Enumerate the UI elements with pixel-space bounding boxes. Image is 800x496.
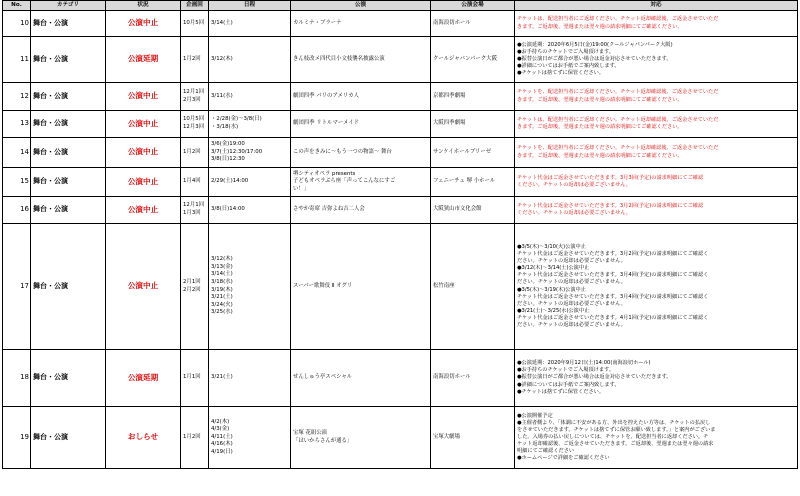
response-line: チケットは、配送担当者にご返却ください。チケット返却確認後、ご返金させていただ (517, 16, 719, 23)
schedule-round-cell (181, 407, 209, 469)
response-cell (515, 407, 798, 469)
performance-title-cell (291, 197, 431, 224)
performance-title-line: 宝塚 花組公演 (293, 429, 328, 436)
venue-cell: 京都四季劇場 (431, 83, 515, 111)
schedule-round-cell (181, 168, 209, 197)
table-row (3, 11, 798, 37)
response-line: チケットは、配送担当者にご返却ください。チケット返却確認後、ご返金させていただ (517, 116, 719, 123)
performance-title-line: 子どもオペラぶら座「声ってこんなにすご (293, 178, 396, 185)
row-number: 12 (3, 83, 31, 111)
header-no: No. (3, 1, 31, 11)
dates-cell (209, 168, 291, 197)
schedule-round-cell (181, 83, 209, 111)
date-line: 4/2(木) (211, 418, 230, 425)
schedule-round-line: 12月1回 (183, 88, 205, 95)
date-line: ・2/28(金)〜3/8(日) (211, 116, 262, 123)
response-cell (515, 83, 798, 111)
schedule-round-line: 1月4回 (183, 178, 201, 185)
header-row (3, 1, 798, 11)
response-line: ●3/21(土)〜3/25(水)公演中止 (517, 307, 590, 314)
performance-title-cell (291, 111, 431, 138)
performance-title-line: この声をきみに〜もう一つの物語〜 舞台 (293, 148, 392, 155)
venue-cell: 松竹南座 (431, 224, 515, 350)
response-cell (515, 168, 798, 197)
row-number: 13 (3, 111, 31, 138)
venue-cell: サンケイホールブリーゼ (431, 138, 515, 168)
date-line: 3/19(木) (211, 286, 233, 293)
schedule-round-cell (181, 224, 209, 350)
response-line: ●振替公演日がご都合が悪い場合は返金対応させていただきます。 (517, 55, 672, 62)
category-cell: 舞台・公演 (31, 407, 106, 469)
dates-cell (209, 224, 291, 350)
response-line: 明細にてご確認ください (517, 448, 575, 455)
date-line: 3/21(土) (211, 294, 233, 301)
response-cell (515, 37, 798, 83)
date-line: 3/11(水) (211, 92, 233, 99)
row-number: 17 (3, 224, 31, 350)
date-line: 3/14(土) (211, 271, 233, 278)
row-number: 16 (3, 197, 31, 224)
schedule-round-line: 2月1回 (183, 278, 201, 285)
dates-cell (209, 37, 291, 83)
response-line: チケット代金はご返金させていただきます。3月2回(予定)の請求明細にてご確認 (517, 202, 704, 209)
row-number: 10 (3, 11, 31, 37)
status-cell: 公演中止 (106, 111, 181, 138)
performance-title-line: 堺シティオペラ presents (293, 170, 356, 177)
response-line: ●ホームページで詳細をご確認ください (517, 455, 610, 462)
response-line: ●公演延期：2020年9月12日(土)14:00(南海浪切ホール) (517, 360, 651, 367)
category-cell: 舞台・公演 (31, 111, 106, 138)
schedule-round-cell (181, 197, 209, 224)
status-cell: 公演中止 (106, 83, 181, 111)
category-cell: 舞台・公演 (31, 138, 106, 168)
schedule-round-cell (181, 350, 209, 407)
response-line: ●3/12(木)〜3/14(土)公演中止 (517, 265, 590, 272)
response-line: ●主催者側より、「体調に不安がある方、外出を控えたい方等は、チケットの払戻し (517, 419, 711, 426)
performance-title-cell (291, 168, 431, 197)
date-line: ・3/18(水) (211, 124, 239, 130)
performance-title-line: せんしゅう亭スペシャル (293, 374, 353, 381)
date-line: 3/7(土)12:30/17:00 (211, 148, 263, 155)
table-row (3, 111, 798, 138)
performance-title-line: スーパー歌舞伎 Ⅱ オグリ (293, 282, 353, 289)
response-line: ●詳細についてはお手紙でご案内致します。 (517, 381, 620, 388)
schedule-round-cell (181, 37, 209, 83)
response-line: ください。チケットの返却は必要ございません。 (517, 210, 631, 216)
category-cell: 舞台・公演 (31, 168, 106, 197)
table-row (3, 168, 798, 197)
performance-title-line: きん枝改メ四代目小文枝襲名披露公演 (293, 55, 385, 62)
schedule-round-cell (181, 111, 209, 138)
dates-cell (209, 11, 291, 37)
performance-title-cell (291, 407, 431, 469)
table-row (3, 407, 798, 469)
response-line: きます。ご返却後、翌週または翌々週の請求明細にてご確認ください。 (517, 23, 683, 30)
performance-title-line: 「はいからさんが通る」 (293, 437, 353, 444)
venue-cell: 南海浪切ホール (431, 11, 515, 37)
venue-cell: 南海浪切ホール (431, 350, 515, 407)
venue-cell: フェニーチェ 堺 小ホール (431, 168, 515, 197)
schedule-round-line: 10月5回 (183, 19, 205, 26)
response-line: チケット代金はご返金させていただきます。4月1回(予定)の請求明細にてご確認く (517, 314, 709, 321)
table-body (3, 11, 798, 469)
response-line: チケットを、配送担当者にご返却ください。チケット返却確認後、ご返金させていただ (517, 145, 719, 152)
schedule-round-line: 1月1回 (183, 374, 201, 381)
schedule-round-line: 2月2回 (183, 286, 201, 293)
schedule-round-cell (181, 138, 209, 168)
row-number: 11 (3, 37, 31, 83)
dates-cell (209, 197, 291, 224)
response-line: ださい。チケットの返却は必要ございません。 (517, 258, 626, 265)
dates-cell (209, 407, 291, 469)
date-line: 2/29(土)14:00 (211, 178, 249, 185)
status-cell: 公演延期 (106, 37, 181, 83)
performance-title-cell (291, 138, 431, 168)
date-line: 3/12(木) (211, 55, 233, 62)
date-line: 4/3(金) (211, 426, 230, 433)
date-line: 3/12(木) (211, 256, 233, 263)
row-number: 19 (3, 407, 31, 469)
response-line: ださい。チケットの返却は必要ございません。 (517, 279, 626, 286)
venue-cell: クールジャパンパーク大阪 (431, 37, 515, 83)
category-cell: 舞台・公演 (31, 83, 106, 111)
venue-cell: 宝塚大劇場 (431, 407, 515, 469)
performance-title-cell (291, 350, 431, 407)
response-line: ●チケットは捨てずに保管ください。 (517, 388, 605, 395)
dates-cell (209, 83, 291, 111)
response-line: ださい。チケットの返却は必要ございません。 (517, 321, 626, 328)
response-cell (515, 350, 798, 407)
status-cell: 公演延期 (106, 350, 181, 407)
status-cell: 公演中止 (106, 168, 181, 197)
status-cell: 公演中止 (106, 224, 181, 350)
dates-cell (209, 138, 291, 168)
row-number: 18 (3, 350, 31, 407)
date-line: 3/13(金) (211, 263, 233, 270)
table-row (3, 350, 798, 407)
row-number: 14 (3, 138, 31, 168)
date-line: 3/21(土) (211, 374, 233, 381)
response-line: ●振替公演日がご都合が悪い場合は返金対応させていただきます。 (517, 374, 672, 381)
schedule-round-line: 12月1回 (183, 202, 205, 209)
schedule-round-line: 1月2回 (183, 433, 201, 440)
category-cell: 舞台・公演 (31, 350, 106, 407)
performance-title-cell (291, 11, 431, 37)
status-cell: 公演中止 (106, 11, 181, 37)
header-response: 対応 (515, 1, 798, 11)
event-status-table (2, 0, 798, 469)
response-line: ●お手持ちのチケットでご入場頂けます。 (517, 367, 615, 374)
schedule-round-line: 10月5回 (183, 116, 205, 123)
response-line: をさせていただきます。チケットは捨てずに保管お願い致します。」と案内がございま (517, 426, 716, 433)
performance-title-line: カルミナ・ブラーナ (293, 19, 342, 26)
performance-title-cell (291, 37, 431, 83)
date-line: 3/14(土) (211, 19, 233, 26)
response-cell (515, 111, 798, 138)
performance-title-line: い！」 (293, 185, 310, 192)
response-line: チケットを、配送担当者にご返却ください。チケット返却確認後、ご返金させていただ (517, 89, 719, 96)
category-cell: 舞台・公演 (31, 224, 106, 350)
table-row (3, 138, 798, 168)
response-cell (515, 138, 798, 168)
response-line: ください。チケットの返却は必要ございません。 (517, 182, 631, 188)
response-line: チケット代金はご返金させていただきます。3月4回(予定)の請求明細にてご確認く (517, 272, 709, 279)
header-times: 企画回 (181, 1, 209, 11)
date-line: 4/11(土) (211, 433, 233, 440)
category-cell: 舞台・公演 (31, 11, 106, 37)
header-title: 公演 (291, 1, 431, 11)
venue-cell: 大阪狭山市文化会館 (431, 197, 515, 224)
date-line: 3/25(水) (211, 309, 233, 316)
response-line: ●詳細についてはお手紙でご案内致します。 (517, 63, 620, 69)
dates-cell (209, 111, 291, 138)
response-line: ●3/5(木)〜3/10(火)公演中止 (517, 244, 586, 251)
date-line: 3/18(水) (211, 278, 233, 285)
response-line: ケット返却確認後、ご返金させていただきます。ご返却後、翌週または翌々週の請求 (517, 441, 714, 447)
header-status: 状況 (106, 1, 181, 11)
table-row (3, 37, 798, 83)
table-row (3, 83, 798, 111)
response-cell (515, 11, 798, 37)
header-venue: 公演会場 (431, 1, 515, 11)
category-cell: 舞台・公演 (31, 197, 106, 224)
response-line: ●お手持ちのチケットでご入場頂けます。 (517, 48, 615, 55)
performance-title-line: 劇団四季 パリのアメリカ人 (293, 92, 360, 99)
response-line: ●チケットは捨てずに保管ください。 (517, 70, 605, 77)
table-row (3, 224, 798, 350)
header-category: カテゴリ (31, 1, 106, 11)
response-line: きます。ご返却後、翌週または翌々週の請求明細にてご確認ください。 (517, 96, 683, 103)
response-line: チケット代金はご返金させていただきます。3月4回(予定)の請求明細にてご確認く (517, 293, 709, 300)
date-line: 3/6(金)19:00 (211, 141, 245, 148)
schedule-round-line: 1月3回 (183, 210, 201, 216)
schedule-round-line: 1月2回 (183, 55, 201, 62)
performance-title-cell (291, 83, 431, 111)
response-line: ●公演開催予定 (517, 412, 553, 419)
response-line: ●3/5(木)〜3/19(木)公演中止 (517, 286, 586, 293)
date-line: 4/16(木) (211, 441, 233, 448)
response-cell (515, 197, 798, 224)
performance-title-cell (291, 224, 431, 350)
response-line: ださい。チケットの返却は必要ございません。 (517, 300, 626, 307)
table-row (3, 197, 798, 224)
header-dates: 日程 (209, 1, 291, 11)
dates-cell (209, 350, 291, 407)
date-line: 3/8(日)14:00 (211, 206, 245, 213)
schedule-round-line: 2月3回 (183, 96, 201, 103)
response-cell (515, 224, 798, 350)
response-line: きます。ご返却後、翌週または翌々週の請求明細にてご確認ください。 (517, 124, 683, 130)
response-line: した。入場券の払い戻しについては、チケットを、配送担当者に返却ください。チ (517, 433, 709, 440)
response-line: ●公演延期：2020年6月5日(金)19:00(クールジャパンパーク大阪) (517, 41, 673, 48)
status-cell: 公演中止 (106, 197, 181, 224)
row-number: 15 (3, 168, 31, 197)
response-line: きます。ご返却後、翌週または翌々週の請求明細にてご確認ください。 (517, 152, 683, 159)
schedule-round-cell (181, 11, 209, 37)
status-cell: 公演中止 (106, 138, 181, 168)
status-cell: おしらせ (106, 407, 181, 469)
category-cell: 舞台・公演 (31, 37, 106, 83)
performance-title-line: さやか寄席 吉弥よね吉二人会 (293, 206, 365, 213)
performance-title-line: 劇団四季 リトルマーメイド (293, 120, 360, 127)
response-line: チケット代金はご返金させていただきます。3月3回(予定)の請求明細にてご確認 (517, 174, 704, 181)
date-line: 3/8(日)12:30 (211, 156, 245, 163)
date-line: 4/19(日) (211, 448, 233, 455)
schedule-round-line: 12月3回 (183, 124, 205, 130)
schedule-round-line: 1月2回 (183, 148, 201, 155)
response-line: チケット代金はご返金させていただきます。3月2回(予定)の請求明細にてご確認く (517, 251, 709, 258)
date-line: 3/24(火) (211, 301, 233, 308)
venue-cell: 大阪四季劇場 (431, 111, 515, 138)
